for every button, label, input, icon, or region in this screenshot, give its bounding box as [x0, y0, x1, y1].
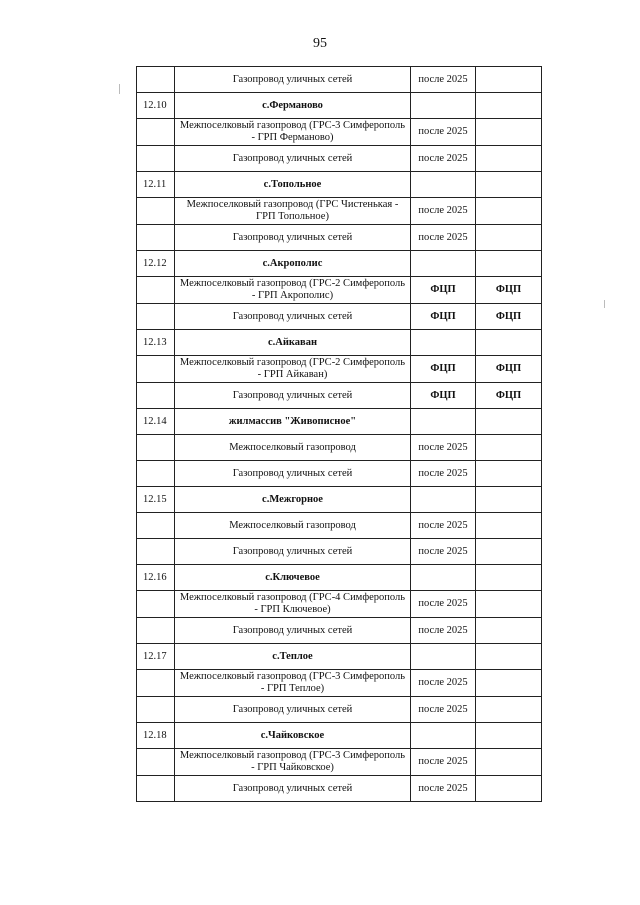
gas-pipeline-table [136, 66, 542, 802]
table-row [137, 67, 542, 93]
deadline-cell: после 2025 [411, 461, 476, 487]
funding-source-cell [476, 670, 542, 697]
deadline-cell [411, 487, 476, 513]
deadline-cell: после 2025 [411, 539, 476, 565]
deadline-cell: после 2025 [411, 435, 476, 461]
row-number-cell: 12.10 [137, 93, 175, 119]
deadline-cell: после 2025 [411, 198, 476, 225]
deadline-cell: после 2025 [411, 591, 476, 618]
table-row [137, 618, 542, 644]
funding-source-cell [476, 67, 542, 93]
row-number-cell [137, 513, 175, 539]
row-number-cell: 12.14 [137, 409, 175, 435]
funding-source-cell [476, 93, 542, 119]
row-number-cell [137, 776, 175, 802]
object-name-cell: с.Чайковское [175, 723, 411, 749]
object-name-cell: Межпоселковый газопровод (ГРС-2 Симферополь - ГРП Акрополис) [175, 277, 411, 304]
funding-source-cell: ФЦП [476, 277, 542, 304]
deadline-cell [411, 565, 476, 591]
row-number-cell [137, 198, 175, 225]
row-number-cell [137, 225, 175, 251]
object-name-cell: Газопровод уличных сетей [175, 225, 411, 251]
deadline-cell [411, 251, 476, 277]
settlement-header-row [137, 565, 542, 591]
object-name-cell: Межпоселковый газопровод [175, 513, 411, 539]
funding-source-cell [476, 776, 542, 802]
funding-source-cell [476, 435, 542, 461]
funding-source-cell: ФЦП [476, 304, 542, 330]
row-number-cell [137, 618, 175, 644]
funding-source-cell [476, 539, 542, 565]
deadline-cell: после 2025 [411, 776, 476, 802]
deadline-cell: ФЦП [411, 356, 476, 383]
settlement-header-row [137, 644, 542, 670]
row-number-cell [137, 119, 175, 146]
object-name-cell: Межпоселковый газопровод (ГРС-3 Симферополь - ГРП Ферманово) [175, 119, 411, 146]
row-number-cell: 12.16 [137, 565, 175, 591]
table-row [137, 198, 542, 225]
deadline-cell: ФЦП [411, 304, 476, 330]
object-name-cell: Межпоселковый газопровод [175, 435, 411, 461]
table-row [137, 697, 542, 723]
row-number-cell [137, 277, 175, 304]
object-name-cell: Газопровод уличных сетей [175, 67, 411, 93]
row-number-cell [137, 749, 175, 776]
table-row [137, 591, 542, 618]
object-name-cell: жилмассив "Живописное" [175, 409, 411, 435]
table-row [137, 304, 542, 330]
table-row [137, 119, 542, 146]
scan-artifact-left [119, 84, 120, 94]
row-number-cell [137, 591, 175, 618]
settlement-header-row [137, 93, 542, 119]
table-row [137, 539, 542, 565]
table-row [137, 146, 542, 172]
table-row [137, 435, 542, 461]
funding-source-cell [476, 565, 542, 591]
object-name-cell: Газопровод уличных сетей [175, 383, 411, 409]
table-row [137, 461, 542, 487]
table-row [137, 749, 542, 776]
page-number: 95 [313, 36, 327, 51]
funding-source-cell [476, 697, 542, 723]
row-number-cell: 12.11 [137, 172, 175, 198]
row-number-cell [137, 435, 175, 461]
funding-source-cell [476, 461, 542, 487]
funding-source-cell: ФЦП [476, 383, 542, 409]
settlement-header-row [137, 172, 542, 198]
object-name-cell: Газопровод уличных сетей [175, 618, 411, 644]
row-number-cell: 12.12 [137, 251, 175, 277]
funding-source-cell [476, 723, 542, 749]
funding-source-cell: ФЦП [476, 356, 542, 383]
row-number-cell: 12.15 [137, 487, 175, 513]
deadline-cell [411, 644, 476, 670]
object-name-cell: с.Межгорное [175, 487, 411, 513]
funding-source-cell [476, 487, 542, 513]
object-name-cell: Межпоселковый газопровод (ГРС Чистенькая - ГРП Топольное) [175, 198, 411, 225]
deadline-cell: после 2025 [411, 513, 476, 539]
deadline-cell: после 2025 [411, 119, 476, 146]
deadline-cell [411, 93, 476, 119]
table-row [137, 776, 542, 802]
deadline-cell: после 2025 [411, 225, 476, 251]
object-name-cell: Межпоселковый газопровод (ГРС-3 Симферополь - ГРП Теплое) [175, 670, 411, 697]
deadline-cell: ФЦП [411, 277, 476, 304]
row-number-cell: 12.17 [137, 644, 175, 670]
table-body [137, 67, 542, 802]
row-number-cell [137, 670, 175, 697]
funding-source-cell [476, 409, 542, 435]
row-number-cell [137, 461, 175, 487]
row-number-cell [137, 383, 175, 409]
settlement-header-row [137, 251, 542, 277]
object-name-cell: Межпоселковый газопровод (ГРС-2 Симферополь - ГРП Айкаван) [175, 356, 411, 383]
deadline-cell: после 2025 [411, 67, 476, 93]
table-row [137, 356, 542, 383]
funding-source-cell [476, 198, 542, 225]
funding-source-cell [476, 251, 542, 277]
funding-source-cell [476, 119, 542, 146]
object-name-cell: с.Топольное [175, 172, 411, 198]
row-number-cell [137, 304, 175, 330]
object-name-cell: Газопровод уличных сетей [175, 539, 411, 565]
funding-source-cell [476, 749, 542, 776]
deadline-cell [411, 172, 476, 198]
row-number-cell [137, 356, 175, 383]
object-name-cell: Газопровод уличных сетей [175, 146, 411, 172]
row-number-cell [137, 697, 175, 723]
deadline-cell [411, 409, 476, 435]
object-name-cell: с.Ключевое [175, 565, 411, 591]
settlement-header-row [137, 409, 542, 435]
object-name-cell: Газопровод уличных сетей [175, 697, 411, 723]
funding-source-cell [476, 225, 542, 251]
object-name-cell: Газопровод уличных сетей [175, 304, 411, 330]
object-name-cell: с.Айкаван [175, 330, 411, 356]
object-name-cell: Газопровод уличных сетей [175, 776, 411, 802]
funding-source-cell [476, 330, 542, 356]
object-name-cell: Газопровод уличных сетей [175, 461, 411, 487]
table-row [137, 383, 542, 409]
deadline-cell [411, 723, 476, 749]
object-name-cell: Межпоселковый газопровод (ГРС-3 Симферополь - ГРП Чайковское) [175, 749, 411, 776]
deadline-cell: после 2025 [411, 670, 476, 697]
object-name-cell: с.Теплое [175, 644, 411, 670]
scan-artifact-right [604, 300, 605, 308]
deadline-cell [411, 330, 476, 356]
row-number-cell: 12.18 [137, 723, 175, 749]
row-number-cell: 12.13 [137, 330, 175, 356]
table-row [137, 670, 542, 697]
settlement-header-row [137, 723, 542, 749]
funding-source-cell [476, 618, 542, 644]
settlement-header-row [137, 487, 542, 513]
deadline-cell: после 2025 [411, 146, 476, 172]
deadline-cell: после 2025 [411, 749, 476, 776]
funding-source-cell [476, 591, 542, 618]
funding-source-cell [476, 513, 542, 539]
object-name-cell: с.Ферманово [175, 93, 411, 119]
funding-source-cell [476, 146, 542, 172]
object-name-cell: Межпоселковый газопровод (ГРС-4 Симферополь - ГРП Ключевое) [175, 591, 411, 618]
deadline-cell: после 2025 [411, 618, 476, 644]
deadline-cell: ФЦП [411, 383, 476, 409]
funding-source-cell [476, 172, 542, 198]
table-row [137, 277, 542, 304]
object-name-cell: с.Акрополис [175, 251, 411, 277]
deadline-cell: после 2025 [411, 697, 476, 723]
table-row [137, 225, 542, 251]
row-number-cell [137, 539, 175, 565]
funding-source-cell [476, 644, 542, 670]
row-number-cell [137, 146, 175, 172]
table-row [137, 513, 542, 539]
settlement-header-row [137, 330, 542, 356]
row-number-cell [137, 67, 175, 93]
